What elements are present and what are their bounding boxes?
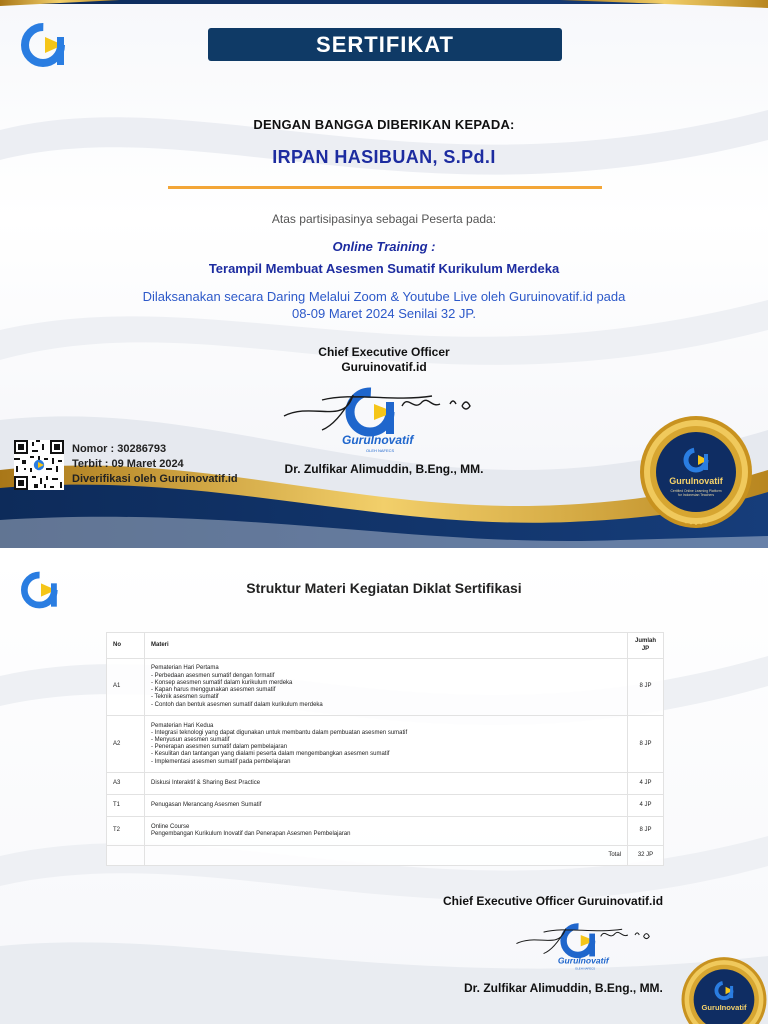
given-to-label: DENGAN BANGGA DIBERIKAN KEPADA: xyxy=(253,117,515,132)
signature-brand-sub: OLEH NAFECS xyxy=(366,448,395,453)
materi-line: Pematerian Hari Kedua xyxy=(151,722,214,729)
table-row xyxy=(107,716,664,773)
ceo-title-line-2: Guruinovatif.id xyxy=(341,360,427,374)
ceo-title: Chief Executive Officer Guruinovatif.id xyxy=(443,894,664,908)
row-materi xyxy=(145,659,628,716)
badge-brand: GuruInovatif xyxy=(701,1003,747,1013)
certificate-meta xyxy=(72,442,238,487)
row-materi xyxy=(145,795,628,817)
total-label: Total xyxy=(145,845,628,865)
issue-date: Terbit : 09 Maret 2024 xyxy=(72,458,184,470)
table-row xyxy=(107,795,664,817)
materi-line: - Contoh dan bentuk asesmen sumatif dalam kurikulum merdeka xyxy=(151,701,323,708)
table-header-row xyxy=(107,633,664,659)
materi-line: - Konsep asesmen sumatif dalam kurikulum merdeka xyxy=(151,679,293,686)
materi-line: - Menyusun asesmen sumatif xyxy=(151,737,230,744)
row-jp: 8 JP xyxy=(628,659,664,716)
badge-tagline-2: for Indonesian Teachers xyxy=(677,493,715,497)
materi-line: Penugasan Merancang Asesmen Sumatif xyxy=(151,802,262,809)
training-label: Online Training : xyxy=(332,239,436,254)
signature-with-logo xyxy=(515,912,665,978)
total-value: 32 JP xyxy=(628,845,664,865)
table-row xyxy=(107,773,664,795)
materi-line: - Kapan harus menggunakan asesmen sumatif xyxy=(151,687,276,694)
row-jp: 8 JP xyxy=(628,716,664,773)
row-number: A3 xyxy=(107,773,145,795)
qr-code-icon[interactable] xyxy=(14,440,64,490)
structure-page xyxy=(0,556,768,1024)
materi-line: - Integrasi teknologi yang dapat digunakan untuk membantu dalam pembuatan asesmen sumatif xyxy=(151,729,408,736)
structure-heading: Struktur Materi Kegiatan Diklat Sertifikasi xyxy=(246,580,522,596)
held-line-2: 08-09 Maret 2024 Senilai 32 JP. xyxy=(291,306,477,321)
materi-line: Pematerian Hari Pertama xyxy=(151,665,219,672)
signer-name: Dr. Zulfikar Alimuddin, B.Eng., MM. xyxy=(284,462,484,476)
materi-table xyxy=(106,632,664,866)
column-header-jp-line-2: JP xyxy=(641,645,650,652)
materi-line: Diskusi Interaktif & Sharing Best Practice xyxy=(151,780,261,787)
gold-seal-badge-icon xyxy=(680,954,768,1024)
badge-brand: GuruInovatif xyxy=(669,476,723,486)
signature-brand-sub: OLEH NAFECS xyxy=(575,966,596,971)
verification-text: Diverifikasi oleh Guruinovatif.id xyxy=(72,473,238,485)
row-number: T1 xyxy=(107,795,145,817)
training-title: Terampil Membuat Asesmen Sumatif Kurikulum Merdeka xyxy=(208,261,560,276)
column-header-materi: Materi xyxy=(145,633,628,659)
signature-brand: GuruInovatif xyxy=(342,433,414,447)
signature-with-logo xyxy=(282,382,492,454)
row-jp: 4 JP xyxy=(628,773,664,795)
signature-brand: GuruInovatif xyxy=(557,955,609,966)
signer-name: Dr. Zulfikar Alimuddin, B.Eng., MM. xyxy=(464,981,663,995)
row-jp: 8 JP xyxy=(628,817,664,845)
row-number: T2 xyxy=(107,817,145,845)
page-gap xyxy=(0,548,768,556)
table-row xyxy=(107,659,664,716)
table-row xyxy=(107,817,664,845)
row-materi xyxy=(145,773,628,795)
table-total-row xyxy=(107,845,664,865)
guruinovatif-logo-icon xyxy=(21,21,69,69)
materi-line: Pengembangan Kurikulum Inovatif dan Penerapan Asesmen Pembelajaran xyxy=(151,831,351,838)
ceo-title-line-1: Chief Executive Officer xyxy=(318,345,450,359)
materi-line: - Perbedaan asesmen sumatif dengan formatif xyxy=(151,672,275,679)
row-jp: 4 JP xyxy=(628,795,664,817)
row-number: A2 xyxy=(107,716,145,773)
recipient-name: IRPAN HASIBUAN, S.Pd.I xyxy=(272,147,496,167)
column-header-jp-line-1: Jumlah xyxy=(634,638,656,645)
materi-line: - Teknik asesmen sumatif xyxy=(151,694,219,701)
participation-label: Atas partisipasinya sebagai Peserta pada: xyxy=(271,212,497,226)
divider-line xyxy=(168,186,602,189)
gold-seal-badge-icon xyxy=(638,412,754,532)
row-materi xyxy=(145,817,628,845)
materi-line: - Implementasi asesmen sumatif pada pembelajaran xyxy=(151,758,291,765)
column-header-jp xyxy=(628,633,664,659)
ceo-title xyxy=(0,345,768,375)
certificate-title: SERTIFIKAT xyxy=(208,28,562,61)
column-header-no: No xyxy=(107,633,145,659)
materi-line: - Kesulitan dan tantangan yang dialami peserta dalam mengembangkan asesmen sumatif xyxy=(151,751,390,758)
table-body xyxy=(107,659,664,866)
row-materi xyxy=(145,716,628,773)
held-description xyxy=(0,288,768,322)
badge-tagline-1: Certified Online Learning Platform xyxy=(670,489,722,493)
row-number: A1 xyxy=(107,659,145,716)
materi-line: - Penerapan asesmen sumatif dalam pembelajaran xyxy=(151,744,288,751)
materi-line: Online Course xyxy=(151,823,190,830)
held-line-1: Dilaksanakan secara Daring Melalui Zoom & Youtube Live oleh Guruinovatif.id pada xyxy=(142,289,626,304)
total-spacer xyxy=(107,845,145,865)
certificate-number: Nomor : 30286793 xyxy=(72,443,167,455)
